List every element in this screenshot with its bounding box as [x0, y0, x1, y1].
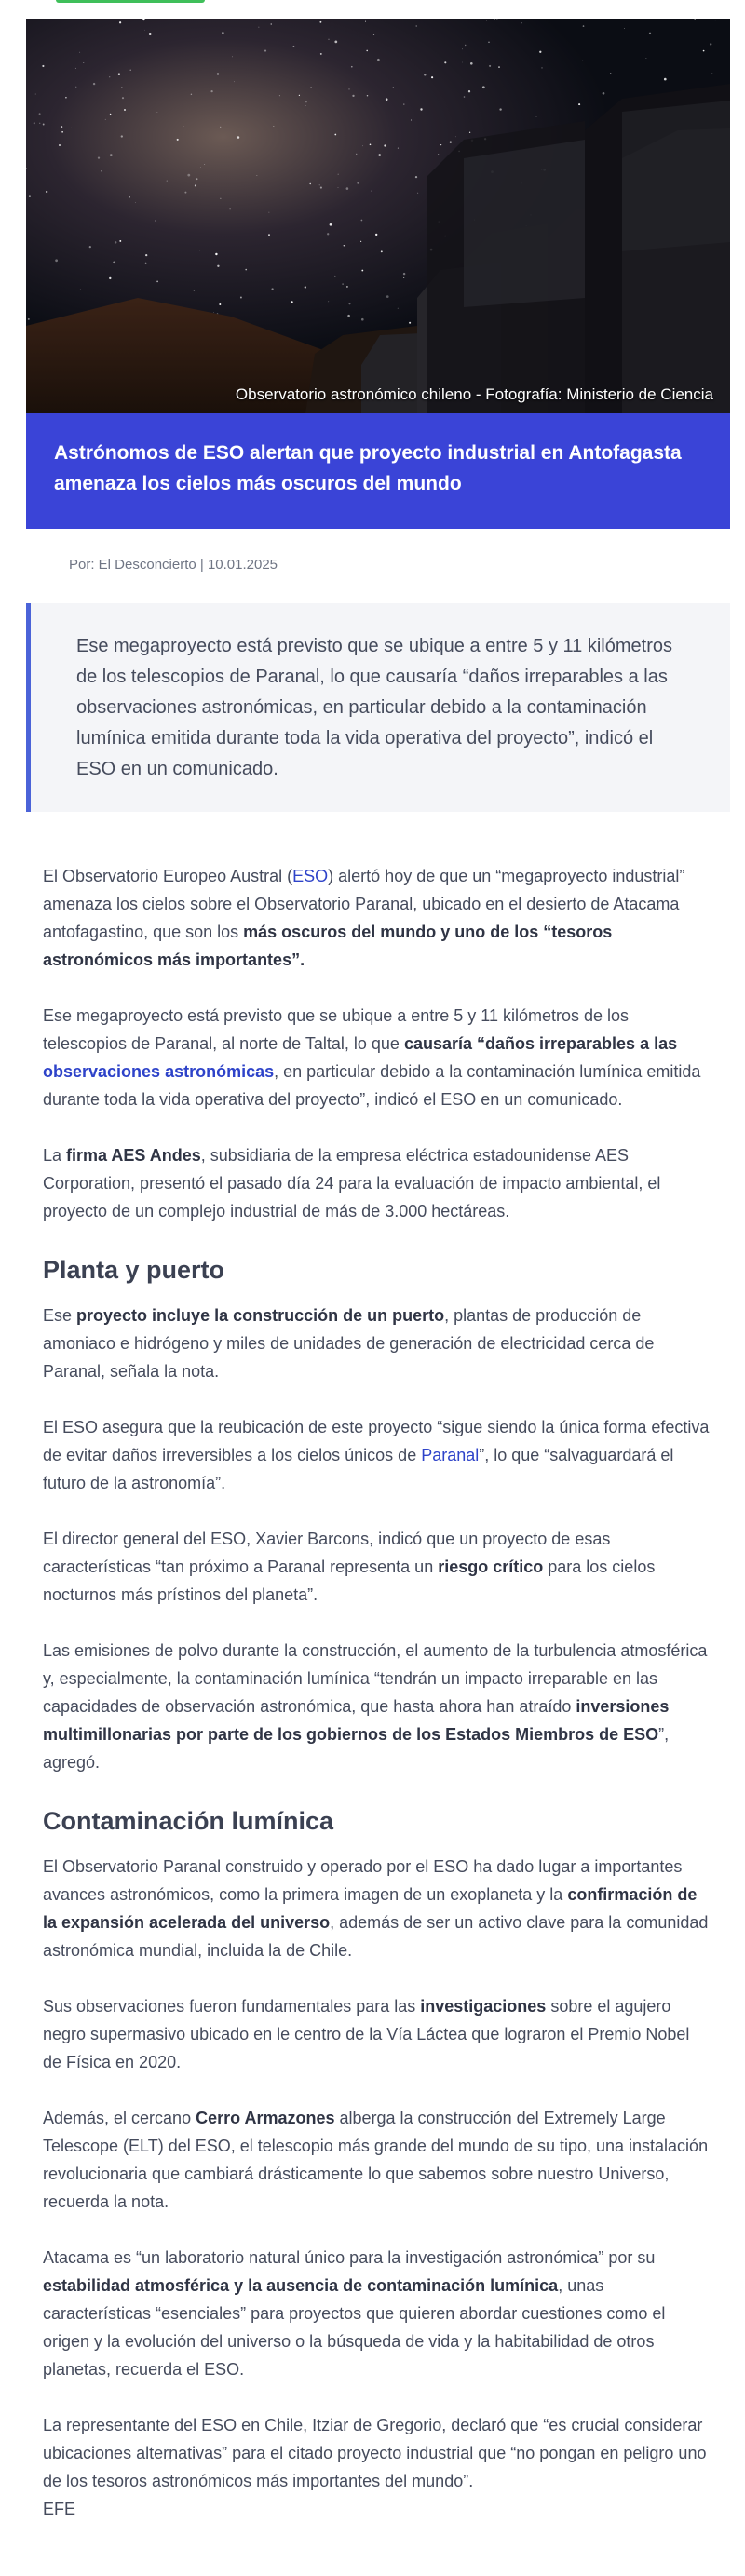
bold-text: más oscuros del mundo y uno de los “tesoros astronómicos más importantes”. [43, 923, 613, 969]
paragraph-5: El ESO asegura que la reubicación de este proyecto “sigue siendo la única forma efectiva de evitar daños irreversibles a los cielos únicos de Paranal”, lo que “salvaguardará el futuro de la astronomía”. [43, 1418, 710, 1492]
bold-text: causaría “daños irreparables a las [403, 1034, 678, 1053]
paranal-link[interactable]: Paranal [421, 1446, 480, 1464]
night-sky-observatory-image [26, 19, 730, 413]
bold-text: confirmación de la expansión acelerada del universo [43, 1885, 698, 1932]
bold-text: proyecto incluye la construcción de un puerto [76, 1306, 445, 1325]
paragraph-10: Además, el cercano Cerro Armazones alberga la construcción del Extremely Large Telescope (ELT) del ESO, el telescopio más grande del mundo de su tipo, una instalación revolucionaria que cambiará drásticamente lo que sabemos sobre nuestro Universo, recuerda la nota. [43, 2109, 709, 2211]
paragraph-1: El Observatorio Europeo Austral (ESO) alertó hoy de que un “megaproyecto industrial” amenaza los cielos sobre el Observatorio Paranal, ubicado en el desierto de Atacama antofagastino, que son los más oscuros del mundo y uno de los “tesoros astronómicos más importantes”. [43, 867, 685, 969]
paragraph-2: Ese megaproyecto está previsto que se ubique a entre 5 y 11 kilómetros de los telescopios de Paranal, al norte de Taltal, lo que causaría “daños irreparables a las observaciones astronómicas, en particular debido a la contaminación lumínica emitida durante toda la vida operativa del proyecto”, indicó el ESO en un comunicado. [43, 1006, 701, 1109]
bold-text: riesgo crítico [438, 1558, 544, 1576]
paragraph-11: Atacama es “un laboratorio natural único para la investigación astronómica” por su estabilidad atmosférica y la ausencia de contaminación lumínica, unas características “esenciales” para proyectos que quieren abordar cuestiones como el origen y la evolución del universo o la búsqueda de vida y la habitabilidad de otros planetas, recuerda el ESO. [43, 2248, 666, 2379]
byline: Por: El Desconcierto | 10.01.2025 [69, 557, 278, 573]
pull-quote-text: Ese megaproyecto está previsto que se ubique a entre 5 y 11 kilómetros de los telescopios de Paranal, lo que causaría “daños irreparables a las observaciones astronómicas, en particular debido a la contaminación lumínica emitida durante toda la vida operativa del proyecto”, indicó el ESO en un comunicado. [76, 636, 672, 779]
headline-band [26, 413, 730, 529]
top-tab-indicator [56, 0, 205, 3]
paragraph-9: Sus observaciones fueron fundamentales para las investigaciones sobre el agujero negro supermasivo ubicado en le centro de la Vía Láctea que lograron el Premio Nobel de Física en 2020. [43, 1997, 690, 2071]
paragraph-6: El director general del ESO, Xavier Barcons, indicó que un proyecto de esas características “tan próximo a Paranal representa un riesgo crítico para los cielos nocturnos más prístinos del planeta”. [43, 1530, 656, 1604]
pull-quote [26, 603, 730, 812]
bold-text: inversiones multimillonarias por parte de los gobiernos de los Estados Miembros de ESO [43, 1697, 670, 1744]
observaciones-link[interactable]: observaciones astronómicas [43, 1062, 275, 1081]
paragraph-4: Ese proyecto incluye la construcción de un puerto, plantas de producción de amoniaco e hidrógeno y miles de unidades de generación de electricidad cerca de Paranal, señala la nota. [43, 1306, 655, 1381]
bold-text: investigaciones [420, 1997, 547, 2016]
paragraph-7: Las emisiones de polvo durante la construcción, el aumento de la turbulencia atmosférica y, especialmente, la contaminación lumínica “tendrán un impacto irreparable en las capacidades de observación astronómica, que hasta ahora han atraído inversiones multimillonarias por parte de los gobiernos de los Estados Miembros de ESO”, agregó. [43, 1641, 708, 1772]
signoff: EFE [43, 2500, 76, 2518]
eso-link[interactable]: ESO [292, 867, 329, 885]
paragraph-3: La firma AES Andes, subsidiaria de la empresa eléctrica estadounidense AES Corporation, presentó el pasado día 24 para la evaluación de impacto ambiental, el proyecto de un complejo industrial de más de 3.000 hectáreas. [43, 1146, 661, 1221]
bold-text: firma AES Andes [66, 1146, 201, 1165]
paragraph-12: La representante del ESO en Chile, Itziar de Gregorio, declaró que “es crucial considerar ubicaciones alternativas” para el citado proyecto industrial que “no pongan en peligro uno de los tesoros astronómicos más importantes del mundo”. EFE [43, 2416, 707, 2518]
article-body [43, 862, 710, 2523]
paragraph-8: El Observatorio Paranal construido y operado por el ESO ha dado lugar a importantes avances astronómicos, como la primera imagen de un exoplaneta y la confirmación de la expansión acelerada del universo, además de ser un activo clave para la comunidad astronómica mundial, incluida la de Chile. [43, 1857, 709, 1960]
page-title: Astrónomos de ESO alertan que proyecto industrial en Antofagasta amenaza los cielos más oscuros del mundo [54, 442, 682, 494]
bold-text: Cerro Armazones [196, 2109, 335, 2127]
bold-text: estabilidad atmosférica y la ausencia de contaminación lumínica [43, 2276, 559, 2295]
section-heading-contaminacion-luminica: Contaminación lumínica [43, 1807, 334, 1835]
hero-caption: Observatorio astronómico chileno - Fotografía: Ministerio de Ciencia [235, 385, 713, 403]
section-heading-planta-y-puerto: Planta y puerto [43, 1256, 225, 1284]
hero-image [26, 19, 730, 413]
